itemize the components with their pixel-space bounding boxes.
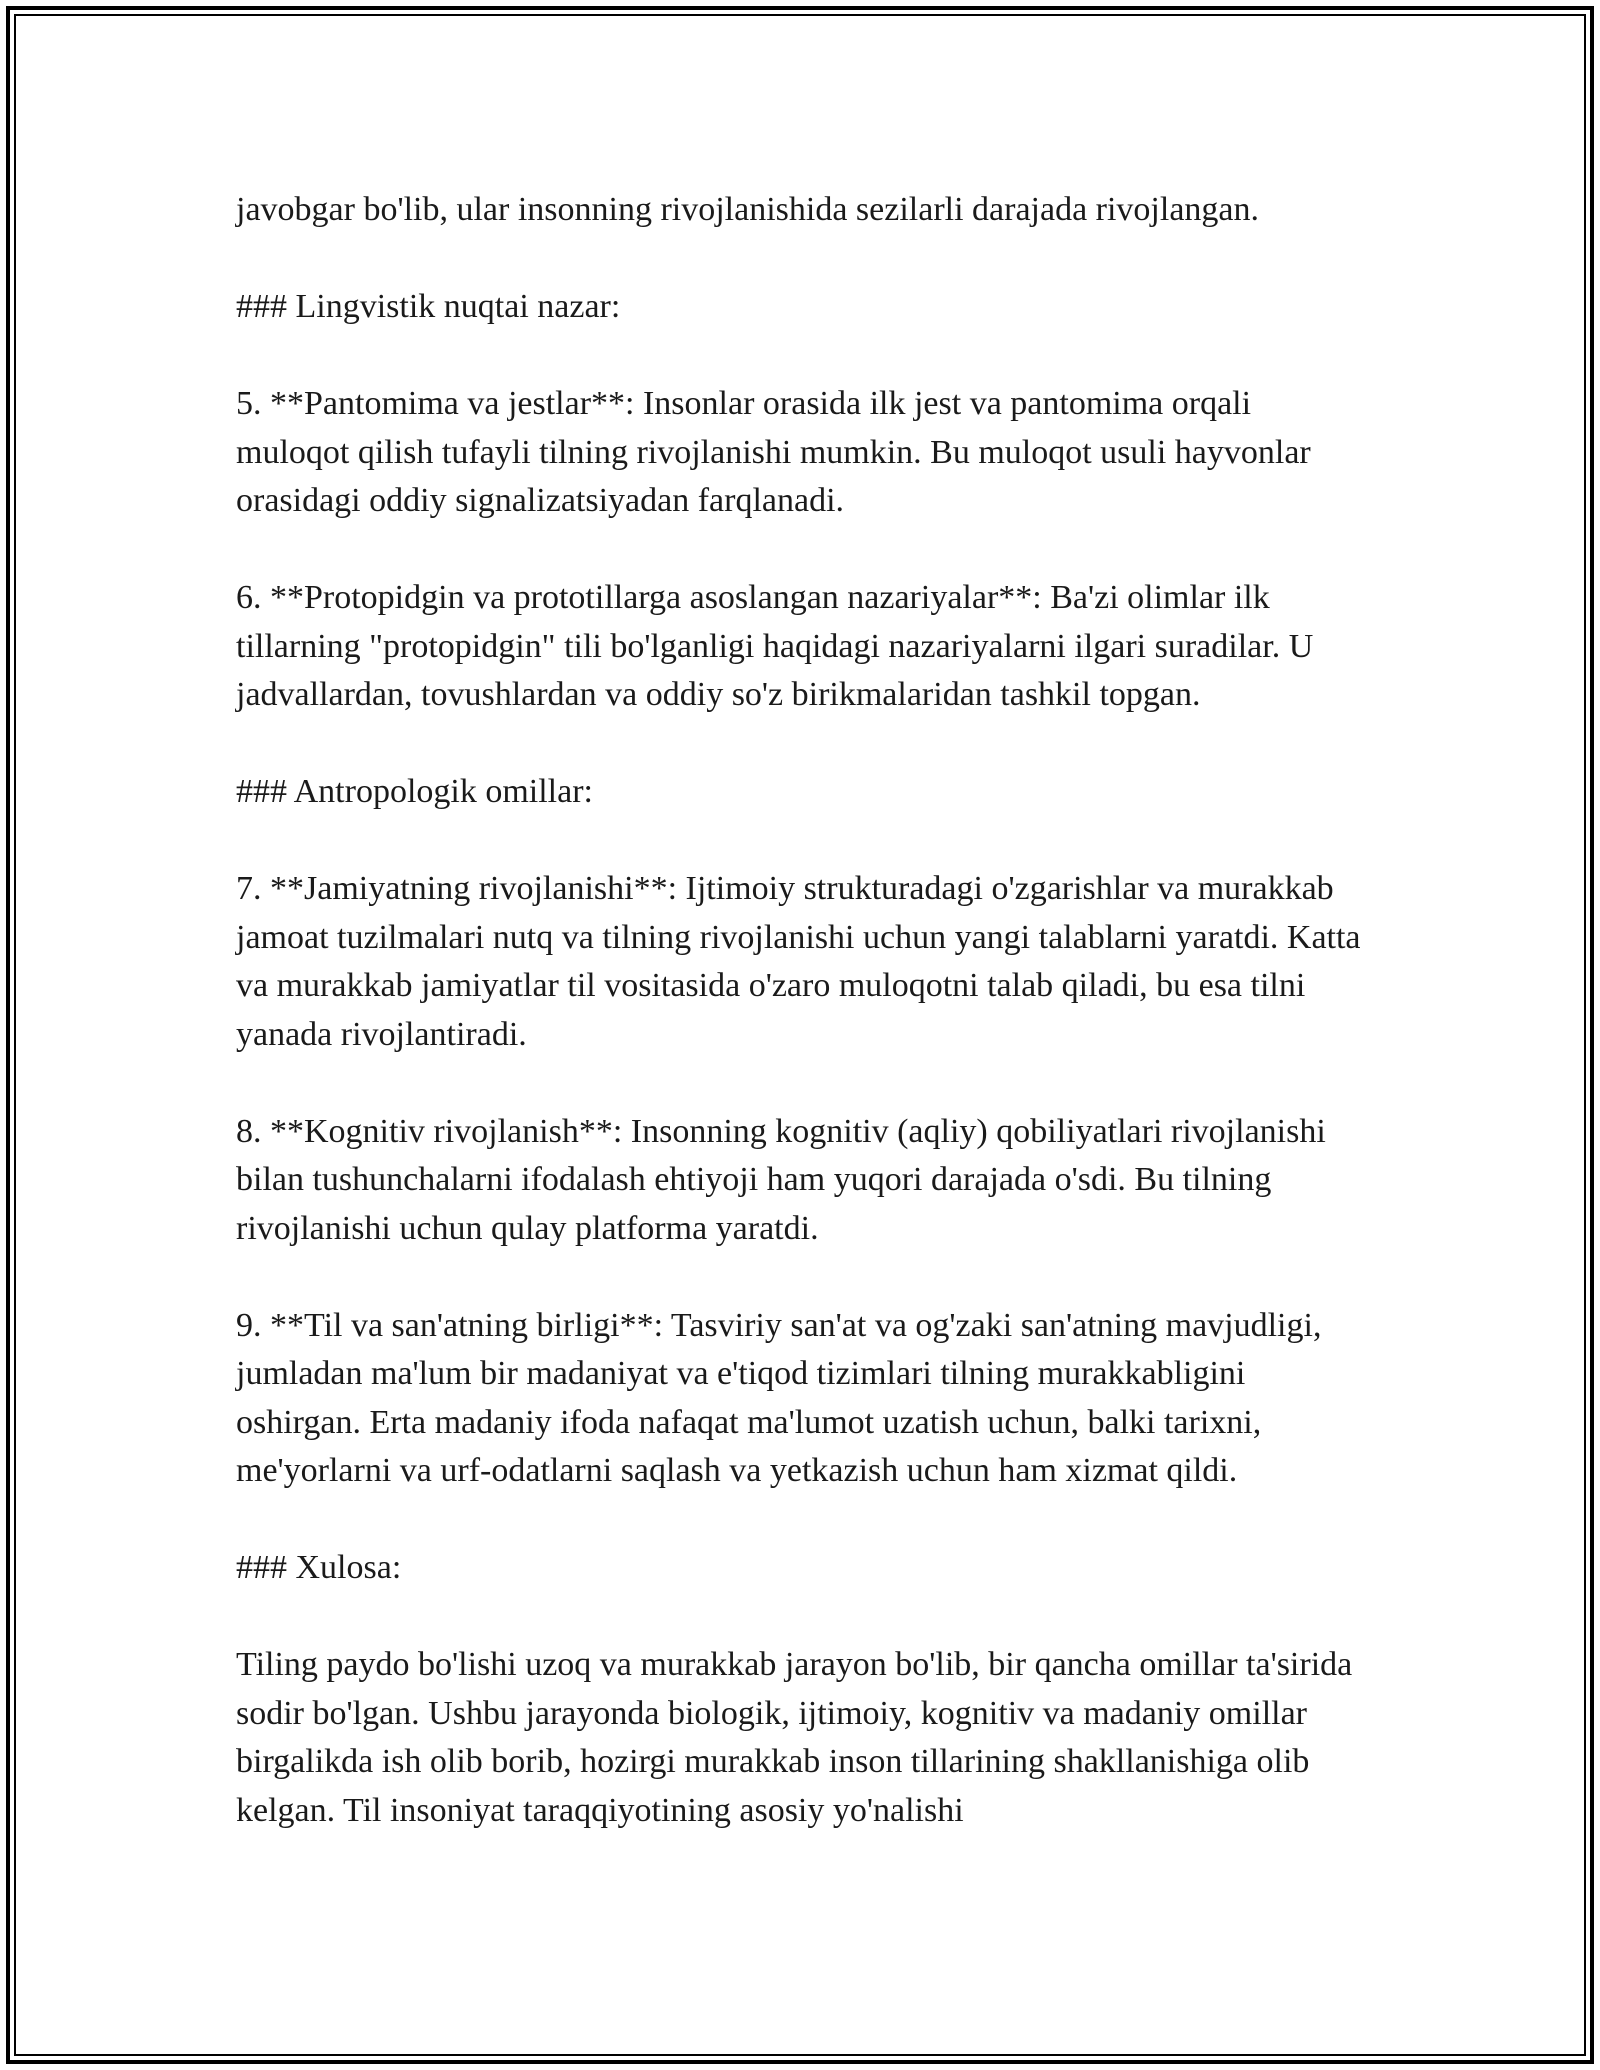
list-item-7: 7. **Jamiyatning rivojlanishi**: Ijtimoiy strukturadagi o'zgarishlar va murakkab jamoat tuzilmalari nutq va tilning rivojlanishi uchun yangi talablarni yaratdi. Katta va murakkab jamiyatlar til vositasida o'zaro muloqotni talab qiladi, bu esa tilni yanada rivojlantiradi. [236, 870, 1361, 1053]
conclusion-paragraph: Tiling paydo bo'lishi uzoq va murakkab jarayon bo'lib, bir qancha omillar ta'sirida sodir bo'lgan. Ushbu jarayonda biologik, ijtimoiy, kognitiv va madaniy omillar birgalikda ish olib borib, hozirgi murakkab inson tillarining shakllanishiga olib kelgan. Til insoniyat taraqqiyotining asosiy yo'nalishi [236, 1646, 1353, 1829]
heading-lingvistik: ### Lingvistik nuqtai nazar: [236, 288, 621, 325]
document-body [236, 186, 1366, 1835]
list-item-6: 6. **Protopidgin va prototillarga asoslangan nazariyalar**: Ba'zi olimlar ilk tillarning "protopidgin" tili bo'lganligi haqidagi nazariyalarni ilgari suradilar. U jadvallardan, tovushlardan va oddiy so'z birikmalaridan tashkil topgan. [236, 579, 1314, 713]
list-item-5: 5. **Pantomima va jestlar**: Insonlar orasida ilk jest va pantomima orqali muloqot qilish tufayli tilning rivojlanishi mumkin. Bu muloqot usuli hayvonlar orasidagi oddiy signalizatsiyadan farqlanadi. [236, 385, 1311, 519]
list-item-8: 8. **Kognitiv rivojlanish**: Insonning kognitiv (aqliy) qobiliyatlari rivojlanishi bilan tushunchalarni ifodalash ehtiyoji ham yuqori darajada o'sdi. Bu tilning rivojlanishi uchun qulay platforma yaratdi. [236, 1112, 1326, 1247]
heading-antropologik: ### Antropologik omillar: [236, 773, 593, 810]
heading-xulosa: ### Xulosa: [236, 1549, 402, 1586]
paragraph-continuation: javobgar bo'lib, ular insonning rivojlanishida sezilarli darajada rivojlangan. [236, 191, 1260, 228]
list-item-9: 9. **Til va san'atning birligi**: Tasviriy san'at va og'zaki san'atning mavjudligi, jumladan ma'lum bir madaniyat va e'tiqod tizimlari tilning murakkabligini oshirgan. Erta madaniy ifoda nafaqat ma'lumot uzatish uchun, balki tarixni, me'yorlarni va urf-odatlarni saqlash va yetkazish uchun ham xizmat qildi. [236, 1306, 1322, 1489]
